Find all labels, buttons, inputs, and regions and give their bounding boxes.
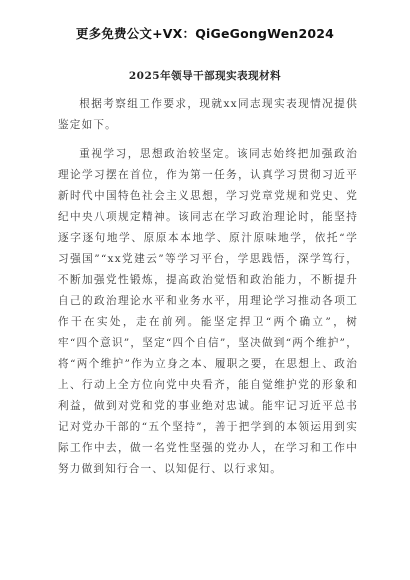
document-title: 2025年领导干部现实表现材料 bbox=[128, 70, 282, 82]
document-body bbox=[58, 94, 358, 488]
paragraph-study: 重视学习，思想政治较坚定。该同志始终把加强政治理论学习摆在首位，作为第一任务，认真学习贯彻习近平新时代中国特色社会主义思想，学习党章党规和党史、党纪中央八项规定精神。该同志在学习政治理论时，能坚持逐字逐句地学、原原本本地学、原汁原味地学，依托“学习强国”“xx党建云”等学习平台，学思践悟，深学笃行，不断加强党性锻炼，提高政治觉悟和政治能力，不断提升自己的政治理论水平和业务水平，用理论学习推动各项工作干在实处，走在前列。能坚定捍卫“两个确立”，树牢“四个意识”，坚定“四个自信”，坚决做到“两个维护”，将“两个维护”作为立身之本、履职之要，在思想上、政治上、行动上全方位向党中央看齐，能自觉维护党的形象和利益，做到对党和党的事业绝对忠诚。能牢记习近平总书记对党办干部的“五个坚持”，善于把学到的本领运用到实际工作中去，做一名党性坚强的党办人，在学习和工作中努力做到知行合一、以知促行、以行求知。 bbox=[58, 148, 358, 475]
header-banner: 更多免费公文+VX：QiGeGongWen2024 bbox=[75, 26, 335, 41]
paragraph-intro: 根据考察组工作要求，现就xx同志现实表现情况提供鉴定如下。 bbox=[58, 98, 358, 131]
